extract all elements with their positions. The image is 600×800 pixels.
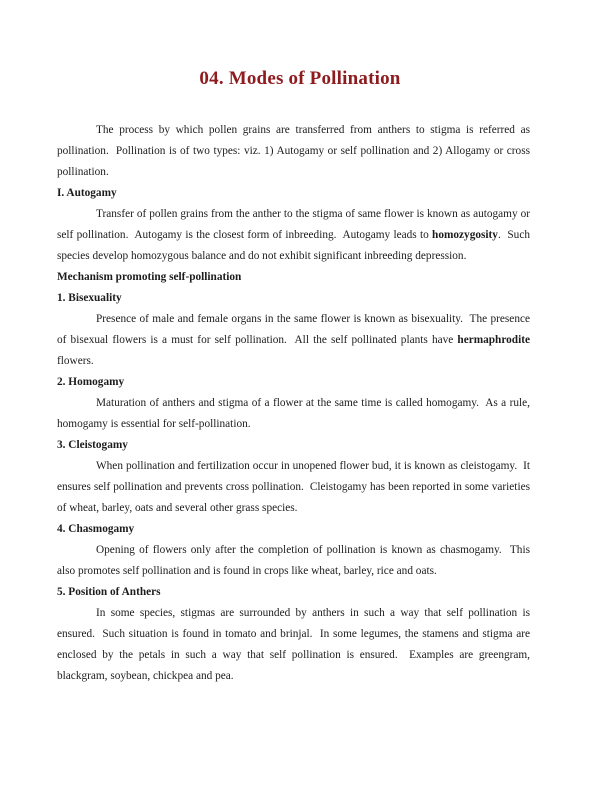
paragraph-bisexuality-lead: Presence of male and female organs in the same flower is known as bisexuality. The presence of bisexual flowers is a must for self pollination. All the self pollinated plants have xyxy=(57,313,533,346)
heading-cleistogamy: 3. Cleistogamy xyxy=(57,439,128,451)
paragraph-bisexuality xyxy=(57,309,533,372)
heading-bisexuality: 1. Bisexuality xyxy=(57,292,122,304)
paragraph-autogamy-lead: Transfer of pollen grains from the anther to the stigma of same flower is known as autogamy or self pollination. Autogamy is the closest form of inbreeding. Autogamy leads to xyxy=(57,208,533,241)
paragraph-intro: The process by which pollen grains are transferred from anthers to stigma is referred as pollination. Pollination is of two types: viz. 1) Autogamy or self pollination and 2) Allogamy or cross pollination. xyxy=(57,124,533,178)
paragraph-bisexuality-tail: flowers. xyxy=(57,334,533,367)
paragraph-homogamy: Maturation of anthers and stigma of a flower at the same time is called homogamy. As a rule, homogamy is essential for self-pollination. xyxy=(57,397,533,430)
heading-mechanism-promoting-self-pollination: Mechanism promoting self-pollination xyxy=(57,271,242,283)
paragraph-position-of-anthers: In some species, stigmas are surrounded by anthers in such a way that self pollination is ensured. Such situation is found in tomato and brinjal. In some legumes, the stamens and stigma are enclosed by the petals in such a way that self pollination is ensured. Examples are greengram, blackgram, soybean, chickpea and pea. xyxy=(57,607,533,682)
paragraph-bisexuality-bold-term: hermaphrodite xyxy=(457,334,530,346)
paragraph-autogamy xyxy=(57,204,533,267)
paragraph-autogamy-tail: . Such species develop homozygous balance and do not exhibit significant inbreeding depression. xyxy=(57,229,533,262)
heading-autogamy: I. Autogamy xyxy=(57,187,117,199)
heading-chasmogamy: 4. Chasmogamy xyxy=(57,523,135,535)
heading-homogamy: 2. Homogamy xyxy=(57,376,125,388)
paragraph-chasmogamy: Opening of flowers only after the completion of pollination is known as chasmogamy. This also promotes self pollination and is found in crops like wheat, barley, rice and oats. xyxy=(57,544,533,577)
paragraph-cleistogamy: When pollination and fertilization occur in unopened flower bud, it is known as cleistogamy. It ensures self pollination and prevents cross pollination. Cleistogamy has been reported in some varieties of wheat, barley, oats and several other grass species. xyxy=(57,460,533,514)
heading-position-of-anthers: 5. Position of Anthers xyxy=(57,586,161,598)
page-title: 04. Modes of Pollination xyxy=(199,68,401,89)
paragraph-autogamy-bold-term: homozygosity xyxy=(432,229,498,241)
document-body xyxy=(0,120,600,687)
